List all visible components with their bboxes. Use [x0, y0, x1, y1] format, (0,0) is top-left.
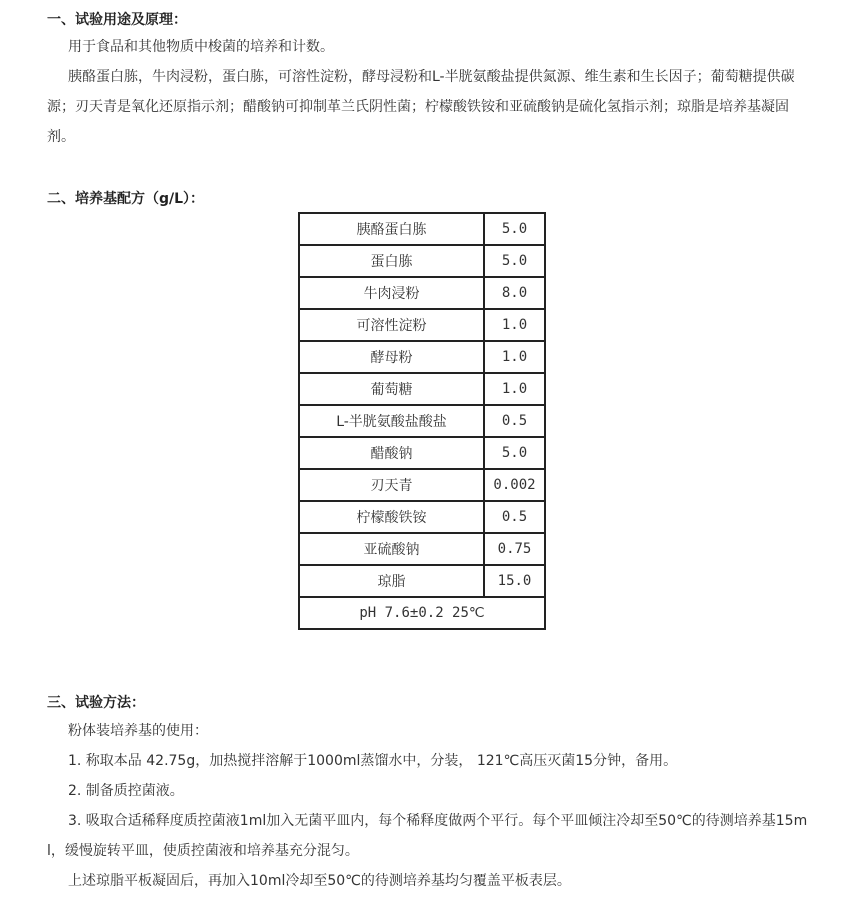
section3-step3-line2: l，缓慢旋转平皿，使质控菌液和培养基充分混匀。	[47, 843, 359, 859]
ingredient-name: 亚硫酸钠	[299, 533, 484, 565]
section3-usage-title: 粉体装培养基的使用：	[68, 723, 208, 739]
ingredient-amount: 15.0	[484, 565, 545, 597]
formula-row	[299, 437, 545, 469]
ingredient-name: 醋酸钠	[299, 437, 484, 469]
ingredient-amount: 0.5	[484, 501, 545, 533]
formula-row	[299, 405, 545, 437]
ingredient-amount: 1.0	[484, 309, 545, 341]
section3-step3-line1: 3. 吸取合适稀释度质控菌液1ml加入无菌平皿内，每个稀释度做两个平行。每个平皿倾注冷却至50℃的待测培养基15m	[68, 813, 808, 829]
ingredient-name: 琼脂	[299, 565, 484, 597]
ingredient-amount: 1.0	[484, 341, 545, 373]
section3-step2: 2. 制备质控菌液。	[68, 783, 184, 799]
ingredient-amount: 5.0	[484, 437, 545, 469]
formula-row	[299, 533, 545, 565]
section3-step1: 1. 称取本品 42.75g，加热搅拌溶解于1000ml蒸馏水中，分装， 121℃高压灭菌15分钟，备用。	[68, 753, 678, 769]
section3-final-note: 上述琼脂平板凝固后，再加入10ml冷却至50℃的待测培养基均匀覆盖平板表层。	[68, 873, 571, 889]
ph-row	[299, 597, 545, 629]
section3-heading: 三、试验方法：	[47, 695, 145, 711]
ingredient-amount: 0.002	[484, 469, 545, 501]
ingredient-name: 柠檬酸铁铵	[299, 501, 484, 533]
ingredient-name: 酵母粉	[299, 341, 484, 373]
ingredient-name: 胰酪蛋白胨	[299, 213, 484, 245]
ingredient-amount: 0.75	[484, 533, 545, 565]
ingredient-amount: 0.5	[484, 405, 545, 437]
ingredient-name: 牛肉浸粉	[299, 277, 484, 309]
ingredient-name: 可溶性淀粉	[299, 309, 484, 341]
section1-principle-line1: 胰酪蛋白胨，牛肉浸粉，蛋白胨，可溶性淀粉，酵母浸粉和L-半胱氨酸盐提供氮源、维生素和生长因子；葡萄糖提供碳	[68, 69, 795, 85]
formula-row	[299, 373, 545, 405]
formula-row	[299, 501, 545, 533]
ingredient-name: 葡萄糖	[299, 373, 484, 405]
ingredient-name: 刃天青	[299, 469, 484, 501]
ingredient-amount: 5.0	[484, 245, 545, 277]
ingredient-name: L-半胱氨酸盐酸盐	[299, 405, 484, 437]
ingredient-name: 蛋白胨	[299, 245, 484, 277]
formula-row	[299, 245, 545, 277]
ingredient-amount: 5.0	[484, 213, 545, 245]
ph-cell: pH 7.6±0.2 25℃	[299, 597, 545, 629]
formula-row	[299, 277, 545, 309]
section1-heading: 一、试验用途及原理：	[47, 12, 187, 28]
section1-purpose: 用于食品和其他物质中梭菌的培养和计数。	[68, 39, 334, 55]
section1-principle-line2: 源；刃天青是氧化还原指示剂；醋酸钠可抑制革兰氏阴性菌；柠檬酸铁铵和亚硫酸钠是硫化氢指示剂；琼脂是培养基凝固	[47, 99, 789, 115]
ingredient-amount: 8.0	[484, 277, 545, 309]
section1-principle-line3: 剂。	[47, 129, 75, 145]
section2-heading: 二、培养基配方（g/L）：	[47, 191, 205, 207]
formula-row	[299, 341, 545, 373]
formula-table	[298, 212, 546, 630]
ingredient-amount: 1.0	[484, 373, 545, 405]
formula-row	[299, 309, 545, 341]
formula-row	[299, 469, 545, 501]
formula-row	[299, 213, 545, 245]
formula-row	[299, 565, 545, 597]
